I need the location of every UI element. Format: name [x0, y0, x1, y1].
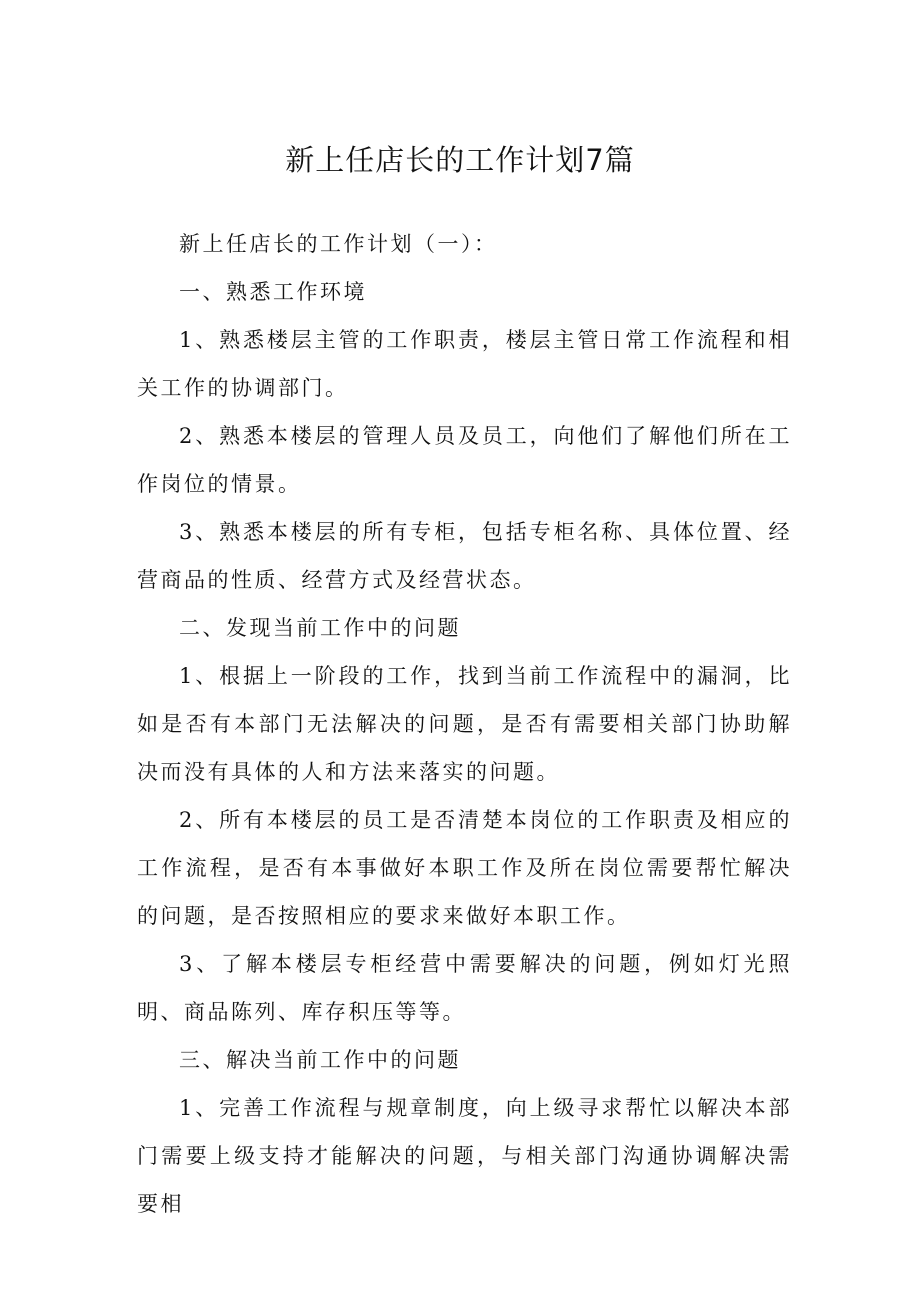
paragraph: 3、了解本楼层专柜经营中需要解决的问题，例如灯光照明、商品陈列、库存积压等等。	[137, 952, 792, 1024]
paragraph: 2、熟悉本楼层的管理人员及员工，向他们了解他们所在工作岗位的情景。	[137, 424, 792, 496]
paragraph: 3、熟悉本楼层的所有专柜，包括专柜名称、具体位置、经营商品的性质、经营方式及经营状态。	[137, 520, 792, 592]
paragraph: 1、根据上一阶段的工作，找到当前工作流程中的漏洞，比如是否有本部门无法解决的问题，是否有需要相关部门协助解决而没有具体的人和方法来落实的问题。	[137, 664, 792, 784]
paragraph: 1、完善工作流程与规章制度，向上级寻求帮忙以解决本部门需要上级支持才能解决的问题，与相关部门沟通协调解决需要相	[137, 1096, 792, 1216]
paragraph: 1、熟悉楼层主管的工作职责，楼层主管日常工作流程和相关工作的协调部门。	[137, 328, 792, 400]
subsection-heading: 三、解决当前工作中的问题	[179, 1048, 461, 1072]
section-heading: 新上任店长的工作计划（一）：	[179, 232, 498, 256]
document-title: 新上任店长的工作计划7篇	[285, 143, 635, 177]
subsection-heading: 一、熟悉工作环境	[179, 280, 367, 304]
document-body	[137, 220, 792, 1228]
subsection-heading: 二、发现当前工作中的问题	[179, 616, 461, 640]
paragraph: 2、所有本楼层的员工是否清楚本岗位的工作职责及相应的工作流程，是否有本事做好本职工作及所在岗位需要帮忙解决的问题，是否按照相应的要求来做好本职工作。	[137, 808, 792, 928]
